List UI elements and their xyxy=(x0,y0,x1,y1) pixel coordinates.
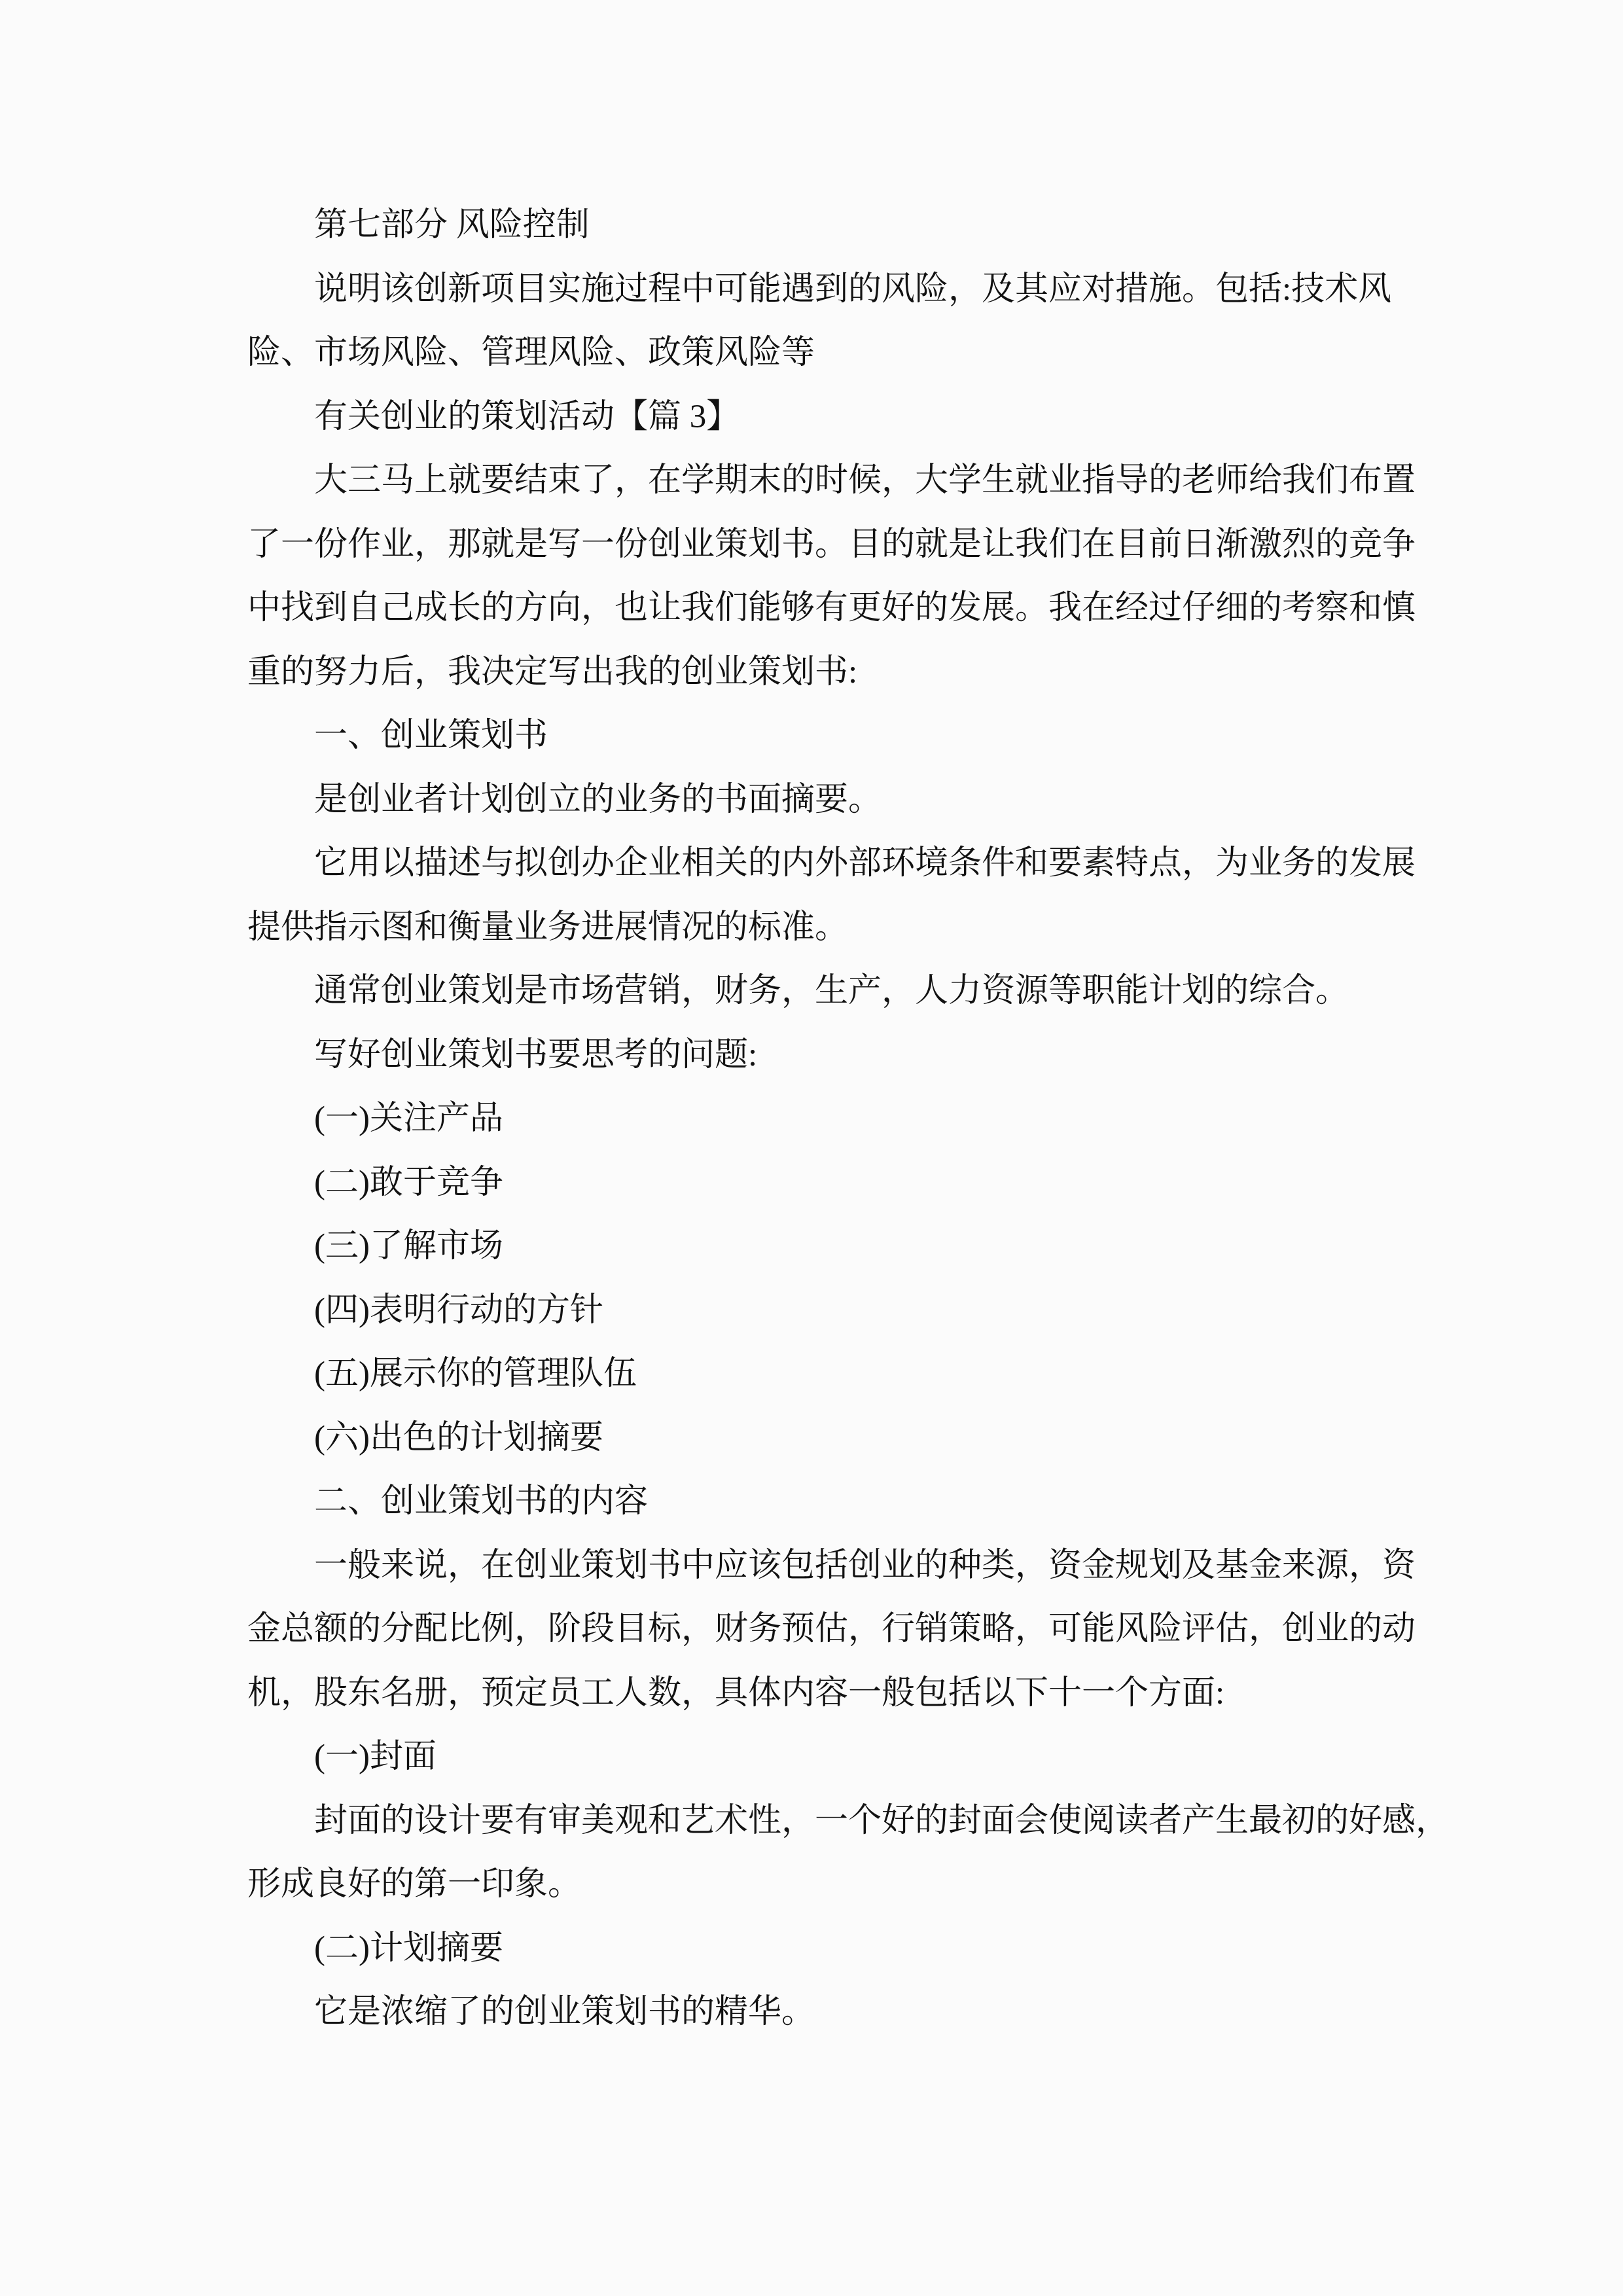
text-line: 封面的设计要有审美观和艺术性，一个好的封面会使阅读者产生最初的好感， xyxy=(314,1802,1450,1839)
text-line: 写好创业策划书要思考的问题: xyxy=(314,1036,758,1073)
text-line: 重的努力后，我决定写出我的创业策划书: xyxy=(247,653,858,691)
text-line: 它是浓缩了的创业策划书的精华。 xyxy=(314,1994,815,2030)
text-line: 一、创业策划书 xyxy=(314,717,548,754)
text-line: 说明该创新项目实施过程中可能遇到的风险，及其应对措施。包括:技术风 xyxy=(314,270,1392,308)
text-line: (四)表明行动的方针 xyxy=(314,1291,603,1329)
text-line: 提供指示图和衡量业务进展情况的标准。 xyxy=(247,908,849,946)
text-line: 一般来说，在创业策划书中应该包括创业的种类，资金规划及基金来源，资 xyxy=(314,1547,1416,1584)
text-line: 有关创业的策划活动【篇 3】 xyxy=(314,398,740,435)
text-line: (三)了解市场 xyxy=(314,1228,503,1265)
text-line: 形成良好的第一印象。 xyxy=(247,1866,582,1903)
text-line: 是创业者计划创立的业务的书面摘要。 xyxy=(314,781,882,818)
text-line: 金总额的分配比例，阶段目标，财务预估，行销策略，可能风险评估，创业的动 xyxy=(247,1611,1416,1647)
text-line: 它用以描述与拟创办企业相关的内外部环境条件和要素特点，为业务的发展 xyxy=(314,845,1416,882)
text-line: 第七部分 风险控制 xyxy=(314,207,590,243)
text-line: 机，股东名册，预定员工人数，具体内容一般包括以下十一个方面: xyxy=(247,1674,1225,1712)
text-line: (二)敢于竞争 xyxy=(314,1164,503,1201)
text-line: (二)计划摘要 xyxy=(314,1929,503,1967)
text-line: (一)封面 xyxy=(314,1738,437,1775)
text-line: (六)出色的计划摘要 xyxy=(314,1419,603,1456)
text-line: 大三马上就要结束了，在学期末的时候，大学生就业指导的老师给我们布置 xyxy=(314,462,1416,499)
text-line: 通常创业策划是市场营销，财务，生产，人力资源等职能计划的综合。 xyxy=(314,973,1349,1009)
text-line: 二、创业策划书的内容 xyxy=(314,1483,649,1520)
document-text-block xyxy=(247,194,1450,2045)
text-line: 险、市场风险、管理风险、政策风险等 xyxy=(247,334,815,371)
text-line: (五)展示你的管理队伍 xyxy=(314,1355,637,1392)
text-line: 中找到自己成长的方向，也让我们能够有更好的发展。我在经过仔细的考察和慎 xyxy=(247,590,1416,626)
text-line: (一)关注产品 xyxy=(314,1100,503,1137)
text-line: 了一份作业，那就是写一份创业策划书。目的就是让我们在目前日渐激烈的竞争 xyxy=(247,526,1416,563)
